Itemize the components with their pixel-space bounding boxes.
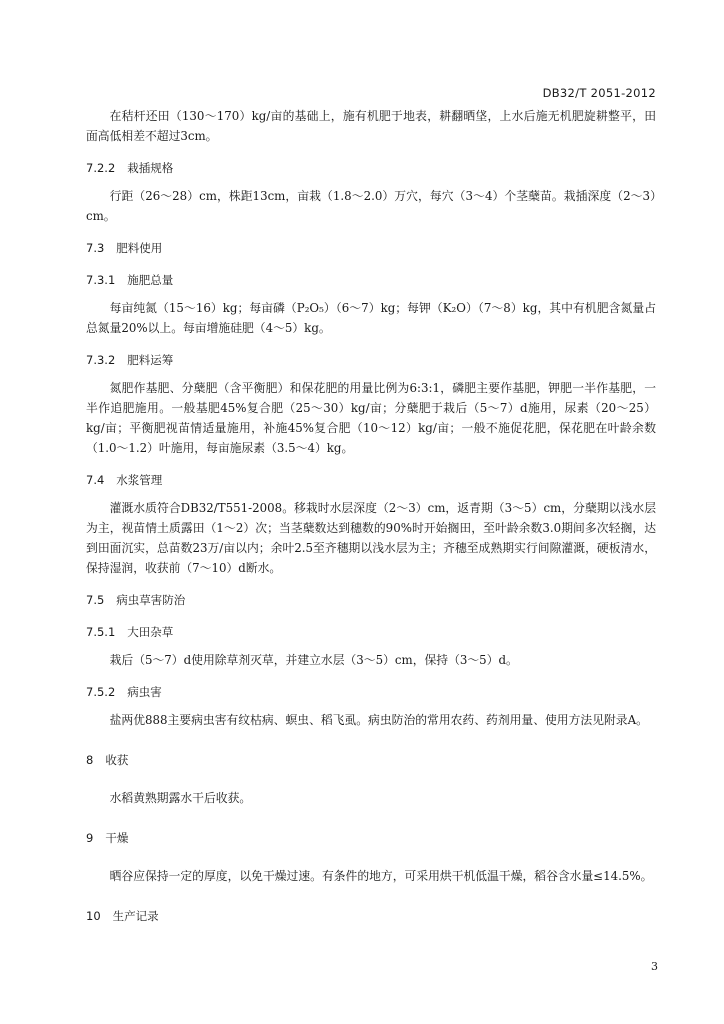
heading-number: 9	[86, 831, 94, 845]
heading-7-3-2	[86, 350, 656, 370]
paragraph-weed-control: 栽后（5～7）d使用除草剂灭草，并建立水层（3～5）cm，保持（3～5）d。	[109, 653, 518, 667]
paragraph-planting-spec: 行距（26～28）cm，株距13cm，亩栽（1.8～2.0）万穴，每穴（3～4）个茎蘖苗。栽插深度（2～3）cm。	[86, 189, 656, 223]
heading-9	[86, 828, 656, 848]
paragraph-total-fertilizer: 每亩纯氮（15～16）kg；每亩磷（P₂O₅）（6～7）kg；每钾（K₂O）（7～8）kg，其中有机肥含氮量占总氮量20%以上。每亩增施硅肥（4～5）kg。	[86, 301, 656, 335]
heading-number: 8	[86, 753, 94, 767]
heading-number: 7.3.2	[86, 353, 116, 367]
heading-title: 病虫草害防治	[116, 593, 186, 607]
heading-title: 干燥	[105, 831, 129, 845]
heading-number: 7.5	[86, 593, 105, 607]
paragraph-fertilizer-base: 在秸杆还田（130～170）kg/亩的基础上，施有机肥于地表，耕翻晒垡，上水后施无机肥旋耕整平，田面高低相差不超过3cm。	[86, 109, 656, 143]
paragraph-harvest: 水稻黄熟期露水干后收获。	[109, 791, 252, 805]
heading-title: 肥料运筹	[127, 353, 174, 367]
heading-7-5-2	[86, 682, 656, 702]
heading-number: 7.3	[86, 241, 105, 255]
heading-number: 7.3.1	[86, 273, 116, 287]
paragraph-drying: 晒谷应保持一定的厚度，以免干燥过速。有条件的地方，可采用烘干机低温干燥，稻谷含水量≤14.5%。	[109, 869, 653, 883]
paragraph-water-management: 灌溉水质符合DB32/T551-2008。移栽时水层深度（2～3）cm，返青期（3～5）cm，分蘖期以浅水层为主，视苗情土质露田（1～2）次；当茎蘖数达到穗数的90%时开始搁田，至叶龄余数3.0期间多次轻搁，达到田面沉实，总苗数23万/亩以内；余叶2.5至齐穗期以浅水层为主；齐穗至成熟期实行间隙灌溉，硬板清水，保持湿润，收获前（7～10）d断水。	[86, 501, 656, 575]
heading-title: 大田杂草	[127, 625, 174, 639]
heading-number: 7.4	[86, 473, 105, 487]
heading-title: 收获	[105, 753, 129, 767]
heading-title: 病虫害	[127, 685, 162, 699]
heading-title: 生产记录	[112, 909, 159, 923]
heading-number: 10	[86, 909, 101, 923]
document-body	[86, 106, 656, 926]
heading-7-3-1	[86, 270, 656, 290]
heading-10	[86, 906, 656, 926]
heading-7-5-1	[86, 622, 656, 642]
heading-8	[86, 750, 656, 770]
heading-number: 7.5.1	[86, 625, 116, 639]
heading-title: 栽插规格	[127, 161, 174, 175]
heading-7-4	[86, 470, 656, 490]
heading-number: 7.5.2	[86, 685, 116, 699]
document-code: DB32/T 2051-2012	[542, 86, 656, 100]
heading-title: 肥料使用	[116, 241, 163, 255]
heading-title: 施肥总量	[127, 273, 174, 287]
paragraph-pest-control: 盐两优888主要病虫害有纹枯病、螟虫、稻飞虱。病虫防治的常用农药、药剂用量、使用方法见附录A。	[109, 713, 648, 727]
heading-7-3	[86, 238, 656, 258]
heading-7-2-2	[86, 158, 656, 178]
paragraph-fertilizer-schedule: 氮肥作基肥、分蘖肥（含平衡肥）和保花肥的用量比例为6:3:1，磷肥主要作基肥，钾肥一半作基肥，一半作追肥施用。一般基肥45%复合肥（25～30）kg/亩；分蘖肥于栽后（5～7）d施用，尿素（20～25）kg/亩；平衡肥视苗情适量施用，补施45%复合肥（10～12）kg/亩；一般不施促花肥，保花肥在叶龄余数（1.0～1.2）叶施用，每亩施尿素（3.5～4）kg。	[86, 381, 656, 455]
heading-7-5	[86, 590, 656, 610]
heading-number: 7.2.2	[86, 161, 116, 175]
heading-title: 水浆管理	[116, 473, 163, 487]
page-number: 3	[651, 960, 658, 973]
